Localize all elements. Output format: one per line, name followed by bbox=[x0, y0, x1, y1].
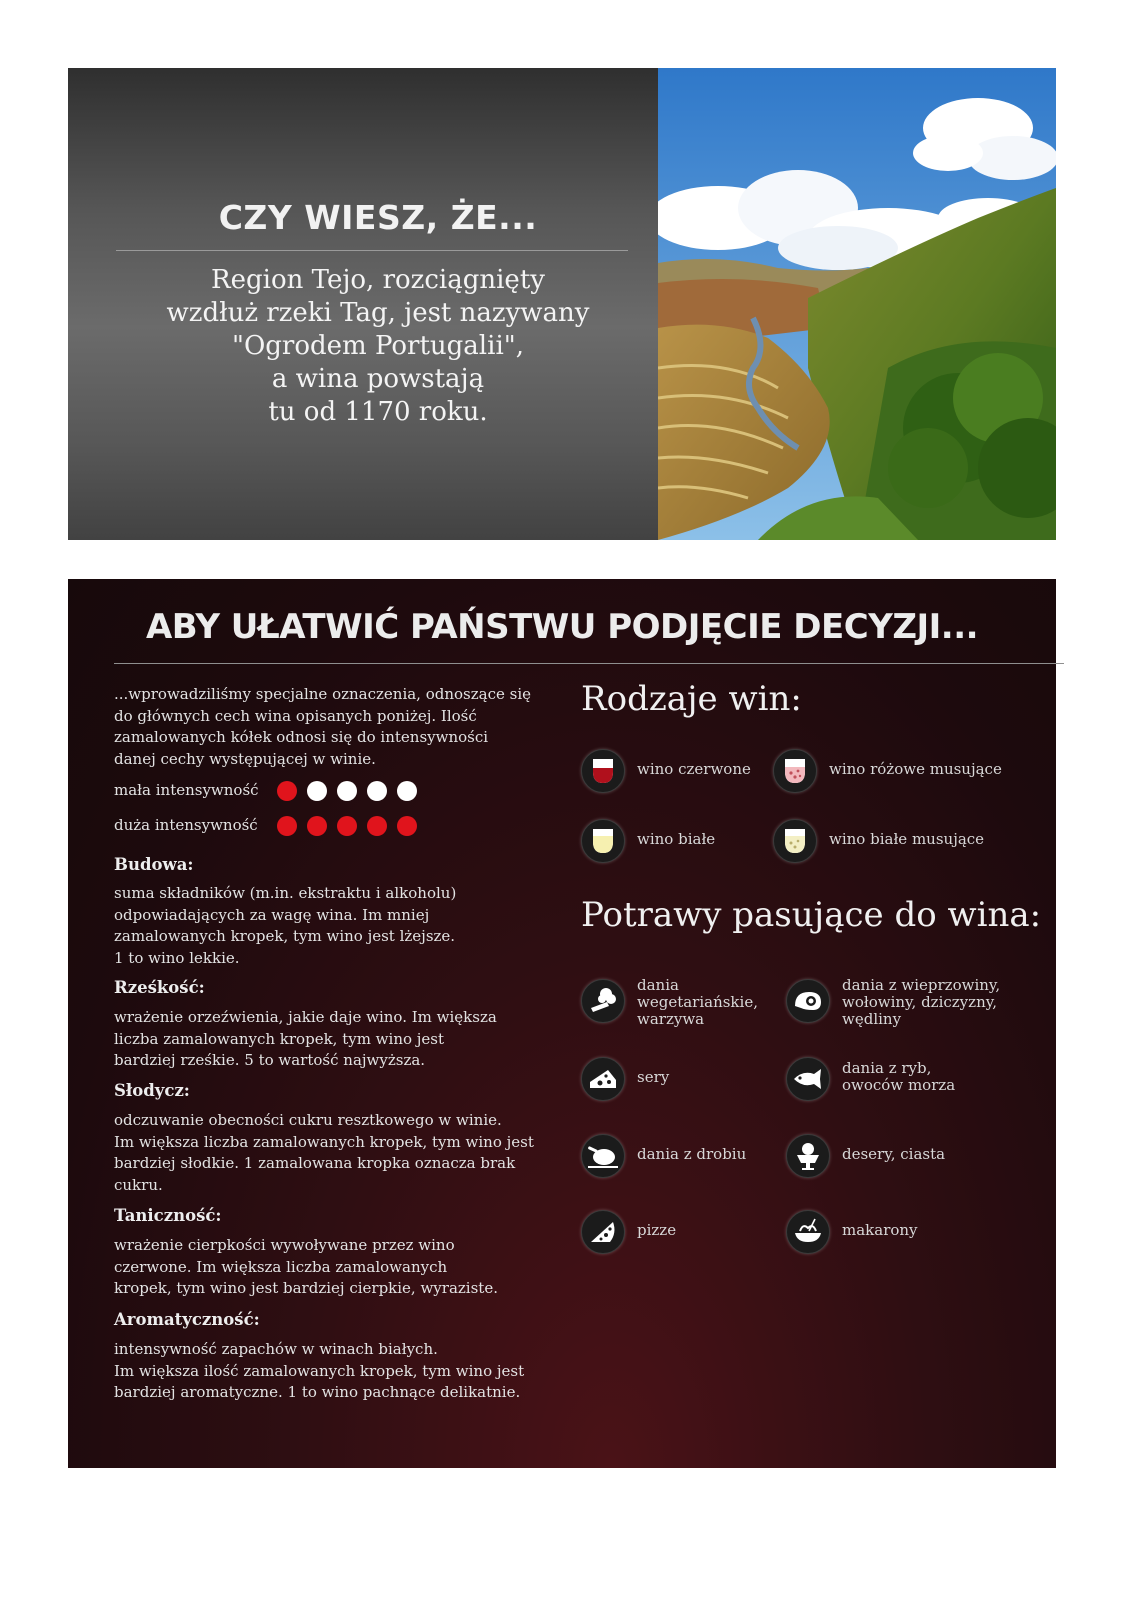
vegetables-icon bbox=[581, 979, 625, 1023]
text-line: dania bbox=[637, 976, 679, 994]
text-line: ...wprowadziliśmy specjalne oznaczenia, odnoszące się bbox=[114, 685, 532, 703]
intro-text bbox=[114, 684, 554, 770]
empty-dot bbox=[397, 781, 417, 801]
text-line: odpowiadających za wagę wina. Im mniej bbox=[114, 905, 430, 924]
did-you-know-text bbox=[138, 264, 618, 429]
white-wine-glass-icon bbox=[581, 819, 625, 863]
text-line: wrażenie cierpkości wywoływane przez wino bbox=[114, 1236, 455, 1254]
food-label bbox=[842, 977, 1000, 1028]
wine-type-label: wino różowe musujące bbox=[829, 760, 1002, 778]
text-line: owoców morza bbox=[842, 1076, 956, 1094]
food-label: dania z drobiu bbox=[637, 1145, 747, 1163]
text-line: 1 to wino lekkie. bbox=[114, 948, 240, 967]
section-heading-budowa: Budowa: bbox=[114, 855, 194, 874]
text-line: zamalowanych kółek odnosi się do intensywności bbox=[114, 728, 489, 746]
text-line: Im większa ilość zamalowanych kropek, tym wino jest bbox=[114, 1361, 525, 1380]
text-line: tu od 1170 roku. bbox=[268, 397, 488, 427]
text-line: kropek, tym wino jest bardziej cierpkie, wyraziste. bbox=[114, 1279, 498, 1297]
section-heading-aromatycznosc: Aromatyczność: bbox=[114, 1310, 260, 1329]
section-text-slodycz bbox=[114, 1110, 564, 1196]
text-line: bardziej aromatyczne. 1 to wino pachnące delikatnie. bbox=[114, 1383, 521, 1401]
food-pairing-heading: Potrawy pasujące do wina: bbox=[581, 895, 1042, 935]
text-line: odczuwanie obecności cukru resztkowego w winie. bbox=[114, 1111, 502, 1129]
section-text-tanicznosc bbox=[114, 1235, 564, 1300]
text-line: czerwone. Im większa liczba zamalowanych bbox=[114, 1257, 448, 1276]
ham-icon bbox=[786, 979, 830, 1023]
food-label: sery bbox=[637, 1068, 670, 1086]
text-line: wrażenie orzeźwienia, jakie daje wino. Im większa bbox=[114, 1008, 497, 1026]
did-you-know-title: CZY WIESZ, ŻE... bbox=[218, 198, 538, 237]
poultry-icon bbox=[581, 1134, 625, 1178]
section-text-budowa bbox=[114, 883, 564, 969]
empty-dot bbox=[367, 781, 387, 801]
text-line: dania z ryb, bbox=[842, 1059, 932, 1077]
filled-dot bbox=[277, 781, 297, 801]
cheese-icon bbox=[581, 1057, 625, 1101]
filled-dot bbox=[367, 816, 387, 836]
text-line: Im większa liczba zamalowanych kropek, tym wino jest bbox=[114, 1132, 534, 1151]
white-sparkling-glass-icon bbox=[773, 819, 817, 863]
text-line: intensywność zapachów w winach białych. bbox=[114, 1340, 438, 1358]
divider bbox=[114, 663, 1064, 664]
filled-dot bbox=[307, 816, 327, 836]
empty-dot bbox=[307, 781, 327, 801]
text-line: cukru. bbox=[114, 1175, 163, 1194]
high-intensity-legend bbox=[114, 814, 444, 842]
section-text-rzeskosc bbox=[114, 1007, 564, 1072]
food-label: makarony bbox=[842, 1221, 918, 1239]
pizza-icon bbox=[581, 1210, 625, 1254]
text-line: dania z wieprzowiny, bbox=[842, 976, 1001, 994]
wine-type-label: wino białe bbox=[637, 830, 716, 848]
wine-type-label: wino czerwone bbox=[637, 760, 751, 778]
text-line: a wina powstają bbox=[271, 364, 485, 394]
text-line: "Ogrodem Portugalii", bbox=[232, 331, 524, 361]
pasta-icon bbox=[786, 1210, 830, 1254]
text-line: wegetariańskie, bbox=[637, 993, 758, 1011]
rose-sparkling-glass-icon bbox=[773, 749, 817, 793]
food-label bbox=[637, 977, 758, 1028]
text-line: bardziej rześkie. 5 to wartość najwyższa. bbox=[114, 1051, 426, 1069]
section-heading-tanicznosc: Taniczność: bbox=[114, 1206, 222, 1225]
food-label: pizze bbox=[637, 1221, 677, 1239]
text-line: wzdłuż rzeki Tag, jest nazywany bbox=[166, 298, 590, 328]
food-label: desery, ciasta bbox=[842, 1145, 946, 1163]
divider bbox=[116, 250, 628, 251]
text-line: liczba zamalowanych kropek, tym wino jest bbox=[114, 1029, 445, 1048]
text-line: Region Tejo, rozciągnięty bbox=[211, 265, 545, 295]
guide-title: ABY UŁATWIĆ PAŃSTWU PODJĘCIE DECYZJI... bbox=[145, 607, 979, 647]
filled-dot bbox=[337, 816, 357, 836]
fish-icon bbox=[786, 1057, 830, 1101]
dessert-icon bbox=[786, 1134, 830, 1178]
food-label bbox=[842, 1060, 955, 1094]
text-line: wołowiny, dziczyzny, bbox=[842, 993, 997, 1011]
filled-dot bbox=[397, 816, 417, 836]
red-wine-glass-icon bbox=[581, 749, 625, 793]
wine-types-heading: Rodzaje win: bbox=[581, 679, 802, 719]
text-line: zamalowanych kropek, tym wino jest lżejsze. bbox=[114, 927, 456, 945]
section-heading-slodycz: Słodycz: bbox=[114, 1081, 190, 1100]
wine-guide-panel bbox=[68, 579, 1056, 1468]
text-line: wędliny bbox=[842, 1010, 902, 1028]
text-line: danej cechy występującej w winie. bbox=[114, 749, 376, 768]
legend-label: duża intensywność bbox=[114, 816, 258, 834]
legend-label: mała intensywność bbox=[114, 781, 259, 799]
did-you-know-box bbox=[68, 68, 658, 540]
text-line: do głównych cech wina opisanych poniżej. Ilość bbox=[114, 706, 477, 725]
empty-dot bbox=[337, 781, 357, 801]
text-line: suma składników (m.in. ekstraktu i alkoholu) bbox=[114, 884, 457, 902]
section-text-aromatycznosc bbox=[114, 1339, 564, 1404]
vineyard-landscape-image bbox=[658, 68, 1056, 540]
wine-type-label: wino białe musujące bbox=[829, 830, 985, 848]
text-line: warzywa bbox=[637, 1010, 705, 1028]
filled-dot bbox=[277, 816, 297, 836]
did-you-know-banner bbox=[68, 68, 1056, 540]
low-intensity-legend bbox=[114, 779, 444, 807]
text-line: bardziej słodkie. 1 zamalowana kropka oznacza brak bbox=[114, 1154, 516, 1172]
section-heading-rzeskosc: Rześkość: bbox=[114, 978, 205, 997]
